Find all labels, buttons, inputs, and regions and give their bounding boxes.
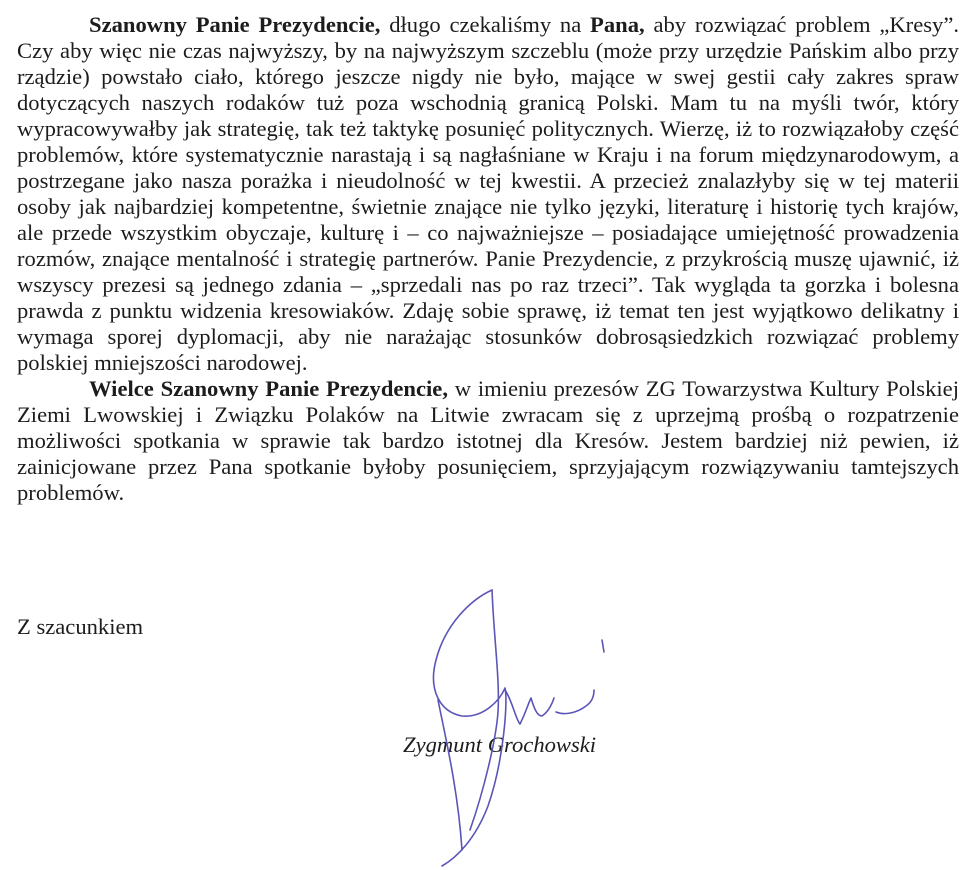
paragraph-request-text: w imieniu prezesów ZG Towarzystwa Kultury Polskiej Ziemi Lwowskiej i Związku Polaków na Litwie zwracam się z uprzejmą prośbą o rozpatrzenie możliwości spotkania w sprawie tak bardzo istotnej dla Kresów. Jestem bardziej niż pewien, iż zainicjowane przez Pana spotkanie byłoby posunięciem, sprzyjającym rozwiązywaniu tamtejszych problemów. <box>17 376 959 505</box>
signature-stem <box>470 590 498 830</box>
signature-tail <box>556 690 594 714</box>
signature-loop-return <box>438 700 462 850</box>
salutation-formal: Wielce Szanowny Panie Prezydencie, <box>89 376 448 401</box>
closing-line: Z szacunkiem <box>17 614 144 639</box>
paragraph-main-text-a: długo czekaliśmy na <box>380 12 591 37</box>
paragraph-main <box>17 12 959 376</box>
signature-hump <box>505 690 554 724</box>
emphasis-pana: Pana, <box>590 12 645 37</box>
signature-dot <box>602 640 604 652</box>
salutation: Szanowny Panie Prezydencie, <box>89 12 381 37</box>
signer-name: Zygmunt Grochowski <box>403 732 597 757</box>
letter-body <box>17 12 959 506</box>
paragraph-main-text-b: aby rozwiązać problem „Kresy”. Czy aby więc nie czas najwyższy, by na najwyższym szczeblu (może przy urzędzie Pańskim albo przy rządzie) powstało ciało, którego jeszcze nigdy nie było, mające w swej gestii cały zakres spraw dotyczących naszych rodaków tuż poza wschodnią granicą Polski. Mam tu na myśli twór, który wypracowywałby jak strategię, tak też taktykę posunięć politycznych. Wierzę, iż to rozwiązałoby część problemów, które systematycznie narastają i są nagłaśniane w Kraju i na forum międzynarodowym, a postrzegane jako nasza porażka i nieudolność w tej kwestii. A przecież znalazłyby się w tej materii osoby jak najbardziej kompetentne, świetnie znające nie tylko języki, literaturę i historię tych krajów, ale przede wszystkim obyczaje, kulturę i – co najważniejsze – posiadające umiejętność prowadzenia rozmów, znające mentalność i strategię partnerów. Panie Prezydencie, z przykrością muszę ujawnić, iż wszyscy prezesi są jednego zdania – „sprzedali nas po raz trzeci”. Tak wygląda ta gorzka i bolesna prawda z punktu widzenia kresowiaków. Zdaję sobie sprawę, iż temat ten jest wyjątkowo delikatny i wymaga sporej dyplomacji, aby nie narażając stosunków dobrosąsiedzkich rozwiązać problemy polskiej mniejszości narodowej. <box>17 12 959 375</box>
paragraph-request <box>17 376 959 506</box>
signature-main-loop <box>434 590 506 866</box>
